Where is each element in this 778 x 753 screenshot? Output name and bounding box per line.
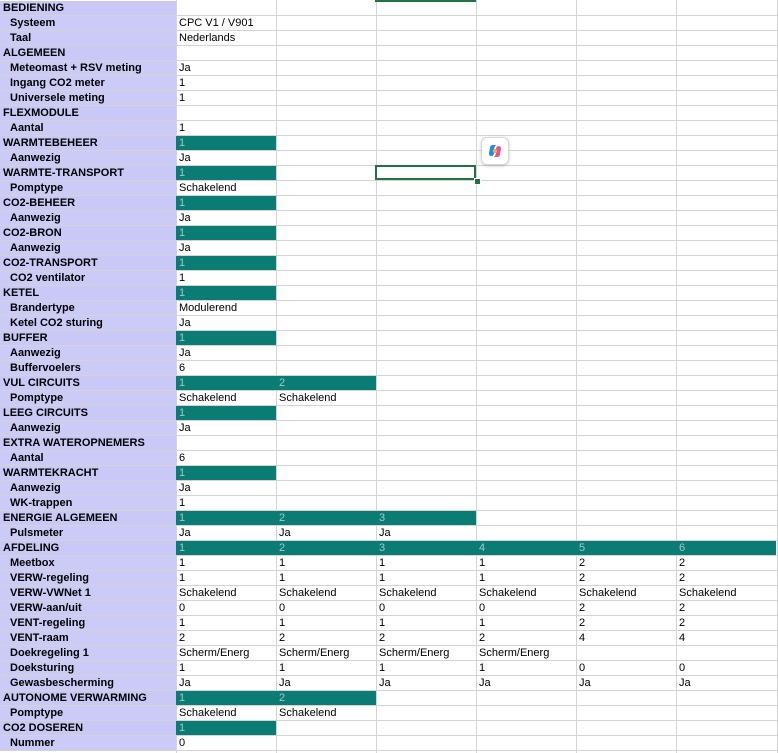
value-cell[interactable]: 0 [179,602,186,614]
value-cell[interactable]: Schakelend [479,587,537,599]
table-row [0,301,778,316]
table-row [0,1,778,16]
value-cell[interactable]: 2 [579,617,586,629]
table-row [0,691,778,706]
table-row [0,496,778,511]
value-cell[interactable]: 3 [376,541,476,556]
table-row [0,541,778,556]
value-cell[interactable]: Schakelend [679,587,737,599]
value-cell[interactable]: 1 [176,511,276,526]
value-cell[interactable]: 2 [479,632,486,644]
value-cell[interactable]: 2 [276,376,376,391]
value-cell[interactable]: 0 [279,602,286,614]
value-cell[interactable]: 0 [179,737,186,749]
table-row [0,316,778,331]
table-row [0,631,778,646]
value-cell[interactable]: 4 [579,632,586,644]
table-row [0,226,778,241]
value-cell[interactable]: Ja [279,527,291,539]
value-cell[interactable]: 1 [279,572,286,584]
section-header[interactable]: WARMTEBEHEER [0,136,176,151]
value-cell[interactable]: 1 [179,557,186,569]
section-header[interactable]: ENERGIE ALGEMEEN [0,511,176,526]
section-header[interactable]: CO2-BRON [0,226,176,241]
value-cell[interactable]: 2 [579,572,586,584]
value-cell[interactable]: 1 [279,662,286,674]
table-row [0,601,778,616]
table-row [0,331,778,346]
table-row [0,436,778,451]
table-row [0,736,778,751]
table-row [0,286,778,301]
value-cell[interactable]: Scherm/Energ [179,647,250,659]
value-cell[interactable]: Scherm/Energ [279,647,350,659]
value-cell[interactable]: 2 [276,511,376,526]
value-cell[interactable]: Ja [379,677,391,689]
row-label[interactable]: WK-trappen [0,496,176,511]
table-row [0,361,778,376]
row-label[interactable]: Universele meting [0,91,176,106]
table-row [0,451,778,466]
table-row [0,271,778,286]
section-header[interactable]: AFDELING [0,541,176,556]
value-cell[interactable]: 1 [479,557,486,569]
row-label[interactable]: Pulsmeter [0,526,176,541]
value-cell[interactable]: 4 [476,541,576,556]
value-cell[interactable]: 1 [479,572,486,584]
table-row [0,16,778,31]
value-cell[interactable]: 1 [176,376,276,391]
value-cell[interactable]: 0 [579,662,586,674]
value-cell[interactable]: Ja [279,677,291,689]
value-cell[interactable]: 1 [379,572,386,584]
value-cell[interactable]: 1 [176,166,276,181]
value-cell[interactable]: Ja [179,422,191,434]
row-label[interactable]: VENT-regeling [0,616,176,631]
value-cell[interactable]: 6 [676,541,776,556]
value-cell[interactable]: 1 [176,196,276,211]
value-cell[interactable]: 1 [179,272,186,284]
value-cell[interactable]: 1 [176,406,276,421]
value-cell[interactable]: 1 [379,557,386,569]
table-row [0,346,778,361]
row-label[interactable]: VENT-raam [0,631,176,646]
value-cell[interactable]: Scherm/Energ [379,647,450,659]
value-cell[interactable]: Ja [179,677,191,689]
row-label[interactable]: Taal [0,31,176,46]
value-cell[interactable]: 2 [679,617,686,629]
row-label[interactable]: Meteomast + RSV meting [0,61,176,76]
row-label[interactable]: Doekregeling 1 [0,646,176,661]
table-row [0,76,778,91]
table-row [0,721,778,736]
value-cell[interactable]: 2 [679,602,686,614]
row-label[interactable]: VERW-aan/uit [0,601,176,616]
table-row [0,61,778,76]
value-cell[interactable]: Schakelend [279,392,337,404]
table-row [0,526,778,541]
row-label[interactable]: Aantal [0,121,176,136]
value-cell[interactable]: Schakelend [279,707,337,719]
value-cell[interactable]: Ja [179,212,191,224]
table-row [0,481,778,496]
table-row [0,661,778,676]
value-cell[interactable]: Schakelend [579,587,637,599]
table-row [0,706,778,721]
row-label[interactable]: Meetbox [0,556,176,571]
row-label[interactable]: Aantal [0,451,176,466]
row-label[interactable]: Nummer [0,736,176,751]
table-row [0,616,778,631]
value-cell[interactable]: Ja [379,527,391,539]
value-cell[interactable]: Schakelend [179,587,237,599]
value-cell[interactable]: 2 [379,632,386,644]
selected-cell[interactable] [375,165,476,180]
table-row [0,91,778,106]
row-label[interactable]: Doeksturing [0,661,176,676]
table-row [0,511,778,526]
value-cell[interactable]: 2 [579,557,586,569]
section-header[interactable]: CO2 DOSEREN [0,721,176,736]
value-cell[interactable]: 1 [176,466,276,481]
table-row [0,241,778,256]
table-row [0,406,778,421]
section-header[interactable]: VUL CIRCUITS [0,376,176,391]
value-cell[interactable]: 1 [176,331,276,346]
value-cell[interactable]: 2 [679,557,686,569]
value-cell[interactable]: 1 [176,256,276,271]
row-label[interactable]: Aanwezig [0,346,176,361]
section-header[interactable]: LEEG CIRCUITS [0,406,176,421]
table-row [0,46,778,61]
value-cell[interactable]: Schakelend [179,182,237,194]
value-cell[interactable]: 1 [179,122,186,134]
section-header[interactable]: WARMTEKRACHT [0,466,176,481]
section-header[interactable]: EXTRA WATEROPNEMERS [0,436,176,451]
row-label[interactable]: Buffervoelers [0,361,176,376]
value-cell[interactable]: Schakelend [379,587,437,599]
selected-column-indicator [375,0,476,2]
value-cell[interactable]: 6 [179,362,186,374]
table-row [0,211,778,226]
value-cell[interactable]: 2 [179,632,186,644]
value-cell[interactable]: Schakelend [179,392,237,404]
value-cell[interactable]: 1 [176,721,276,736]
value-cell[interactable]: 2 [679,572,686,584]
table-row [0,196,778,211]
value-cell[interactable]: Ja [679,677,691,689]
row-label[interactable]: Systeem [0,16,176,31]
row-label[interactable]: Gewasbescherming [0,676,176,691]
value-cell[interactable]: Modulerend [179,302,238,314]
table-row [0,106,778,121]
value-cell[interactable]: 1 [179,662,186,674]
value-cell[interactable]: 2 [279,632,286,644]
row-label[interactable]: Ingang CO2 meter [0,76,176,91]
value-cell[interactable]: 1 [179,92,186,104]
table-row [0,586,778,601]
value-cell[interactable]: Nederlands [179,32,236,44]
value-cell[interactable]: 1 [176,136,276,151]
value-cell[interactable]: 1 [279,617,286,629]
table-row [0,376,778,391]
value-cell[interactable]: 1 [479,617,486,629]
fill-handle[interactable] [474,178,481,185]
value-cell[interactable]: 0 [679,662,686,674]
section-header[interactable]: ALGEMEEN [0,46,176,61]
value-cell[interactable]: 6 [179,452,186,464]
row-label[interactable]: Aanwezig [0,241,176,256]
value-cell[interactable]: Ja [579,677,591,689]
value-cell[interactable]: 1 [176,226,276,241]
table-row [0,556,778,571]
value-cell[interactable]: 1 [176,541,276,556]
table-row [0,136,778,151]
row-label[interactable]: VERW-regeling [0,571,176,586]
row-label[interactable]: Ketel CO2 sturing [0,316,176,331]
row-label[interactable]: Aanwezig [0,151,176,166]
value-cell[interactable]: Ja [179,62,191,74]
row-label[interactable]: Brandertype [0,301,176,316]
value-cell[interactable]: 2 [579,602,586,614]
value-cell[interactable]: 1 [176,286,276,301]
value-cell[interactable]: 1 [179,77,186,89]
value-cell[interactable]: 5 [576,541,676,556]
section-header[interactable]: AUTONOME VERWARMING [0,691,176,706]
value-cell[interactable]: 1 [179,617,186,629]
value-cell[interactable]: Ja [179,347,191,359]
value-cell[interactable]: CPC V1 / V901 [179,17,254,29]
row-label[interactable]: Pomptype [0,706,176,721]
table-row [0,571,778,586]
section-header[interactable]: CO2-TRANSPORT [0,256,176,271]
value-cell[interactable]: 4 [679,632,686,644]
section-header[interactable]: BEDIENING [0,1,176,16]
value-cell[interactable]: Scherm/Energ [479,647,550,659]
row-label[interactable]: Aanwezig [0,481,176,496]
section-header[interactable]: FLEXMODULE [0,106,176,121]
row-label[interactable]: CO2 ventilator [0,271,176,286]
value-cell[interactable]: Schakelend [179,707,237,719]
value-cell[interactable]: Ja [179,317,191,329]
value-cell[interactable]: Ja [179,527,191,539]
value-cell[interactable]: 0 [379,602,386,614]
table-row [0,181,778,196]
table-row [0,121,778,136]
section-header[interactable]: WARMTE-TRANSPORT [0,166,176,181]
table-row [0,256,778,271]
value-cell[interactable]: 1 [176,691,276,706]
value-cell[interactable]: 1 [479,662,486,674]
value-cell[interactable]: Ja [179,482,191,494]
table-row [0,466,778,481]
section-header[interactable]: BUFFER [0,331,176,346]
value-cell[interactable]: Ja [479,677,491,689]
value-cell[interactable]: Ja [179,152,191,164]
table-row [0,676,778,691]
table-row [0,646,778,661]
row-label[interactable]: VERW-VWNet 1 [0,586,176,601]
section-header[interactable]: KETEL [0,286,176,301]
value-cell[interactable]: 2 [276,691,376,706]
table-row [0,421,778,436]
value-cell[interactable]: 1 [379,662,386,674]
value-cell[interactable]: 0 [479,602,486,614]
value-cell[interactable]: Schakelend [279,587,337,599]
value-cell[interactable]: 1 [179,572,186,584]
row-label[interactable]: Aanwezig [0,421,176,436]
row-label[interactable]: Pomptype [0,181,176,196]
row-label[interactable]: Aanwezig [0,211,176,226]
value-cell[interactable]: 1 [179,497,186,509]
value-cell[interactable]: Ja [179,242,191,254]
value-cell[interactable]: 1 [379,617,386,629]
row-label[interactable]: Pomptype [0,391,176,406]
value-cell[interactable]: 3 [376,511,476,526]
table-row [0,31,778,46]
section-header[interactable]: CO2-BEHEER [0,196,176,211]
table-row [0,151,778,166]
table-row [0,391,778,406]
copilot-icon[interactable] [481,137,509,165]
value-cell[interactable]: 1 [279,557,286,569]
value-cell[interactable]: 2 [276,541,376,556]
